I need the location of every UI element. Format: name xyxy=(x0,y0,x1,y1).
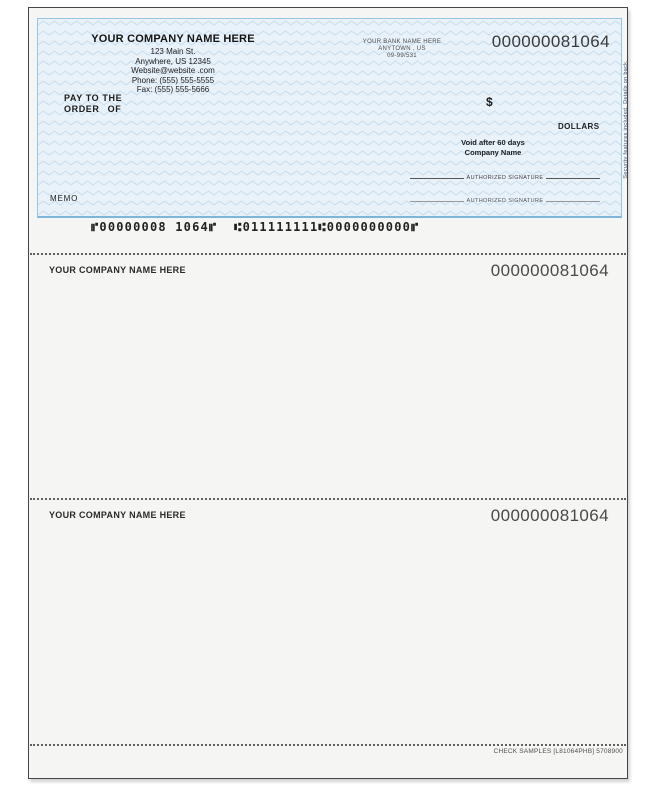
micr-line: ⑈00000008 1064⑈ ⑆011111111⑆0000000000⑈ xyxy=(91,220,420,234)
company-address-line: Phone: (555) 555-5555 xyxy=(131,75,215,85)
check-sheet xyxy=(28,7,628,779)
stub-company-name: YOUR COMPANY NAME HERE xyxy=(49,510,186,520)
check-number: 000000081064 xyxy=(491,32,610,51)
check xyxy=(37,18,622,218)
stub-company-name: YOUR COMPANY NAME HERE xyxy=(49,265,186,275)
stub-check-number: 000000081064 xyxy=(490,261,609,280)
perforation-line xyxy=(30,744,626,746)
company-name: YOUR COMPANY NAME HERE xyxy=(91,33,255,45)
perforation-line xyxy=(30,498,626,500)
authorized-signature-label: AUTHORIZED SIGNATURE xyxy=(466,198,544,204)
company-block xyxy=(48,33,298,95)
void-notice-block xyxy=(418,138,568,157)
pay-to-line2: ORDER OF xyxy=(64,104,122,114)
memo-label: MEMO xyxy=(50,194,79,203)
bank-name: YOUR BANK NAME HERE xyxy=(362,39,442,45)
signature-rule xyxy=(546,178,600,179)
perforation-line xyxy=(30,253,626,255)
bank-block xyxy=(342,39,462,60)
dollars-label: DOLLARS xyxy=(558,122,600,131)
void-notice: Void after 60 days xyxy=(461,138,525,147)
signature-rule xyxy=(410,201,464,202)
company-address-line: Anywhere, US 12345 xyxy=(135,56,211,66)
product-code: CHECK SAMPLES [L81064PHB] 5708900 xyxy=(493,748,623,755)
signature-rule xyxy=(410,178,464,179)
stub-check-number: 000000081064 xyxy=(490,506,609,525)
dollar-sign: $ xyxy=(486,95,493,109)
security-features-note: Security features included. Details on back. xyxy=(622,59,629,179)
bank-fractional-code: 09-99/531 xyxy=(387,53,417,59)
company-address-line: Website@website .com xyxy=(131,66,215,75)
company-address-line: Fax: (555) 555-5666 xyxy=(136,85,210,94)
company-address-line: 123 Main St. xyxy=(150,47,196,56)
pay-to-the-order-of xyxy=(64,93,122,115)
signature-line-1 xyxy=(410,174,600,182)
pay-to-line1: PAY TO THE xyxy=(64,93,123,103)
void-company-name: Company Name xyxy=(464,147,522,157)
signature-rule xyxy=(546,201,600,202)
bank-city: ANYTOWN , US xyxy=(378,46,426,52)
signature-line-2 xyxy=(410,197,600,205)
authorized-signature-label: AUTHORIZED SIGNATURE xyxy=(466,175,544,181)
